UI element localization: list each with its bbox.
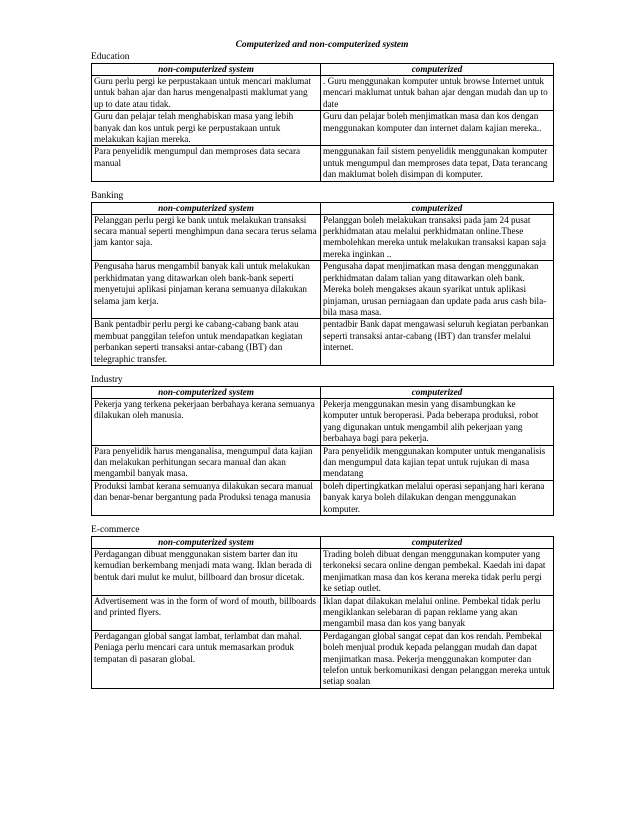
table-row xyxy=(92,480,554,515)
sections-container xyxy=(91,52,553,689)
header-non-computerized: non-computerized system xyxy=(92,386,321,398)
cell-non-computerized: Pengusaha harus mengambil banyak kali untuk melakukan perkhidmatan yang ditawarkan oleh bank-bank seperti menyetujui aplikasi pinjaman kerana semuanya dilakukan selama jam kerja. xyxy=(92,261,321,319)
comparison-table xyxy=(91,536,554,689)
comparison-table xyxy=(91,63,554,182)
header-non-computerized: non-computerized system xyxy=(92,202,321,214)
section-label: Education xyxy=(91,52,130,62)
cell-computerized: boleh dipertingkatkan melalui operasi sepanjang hari kerana banyak karya boleh dilakukan dengan menggunakan komputer. xyxy=(321,480,554,515)
cell-computerized: Para penyelidik menggunakan komputer untuk menganalisis dan mengumpul data kajian tepat untuk rujukan di masa mendatang xyxy=(321,445,554,480)
cell-computerized: pentadbir Bank dapat mengawasi seluruh kegiatan perbankan seperti transaksi antar-cabang (IBT) dan transfer melalui internet. xyxy=(321,319,554,366)
table-header-row xyxy=(92,202,554,214)
table-row xyxy=(92,595,554,630)
section-e-commerce xyxy=(91,525,553,689)
section-education xyxy=(91,52,553,182)
header-non-computerized: non-computerized system xyxy=(92,64,321,76)
cell-computerized: menggunakan fail sistem penyelidik menggunakan komputer untuk mengumpul dan memproses data tepat, Data terancang dan maklumat boleh disimpan di komputer. xyxy=(321,146,554,181)
header-computerized: computerized xyxy=(321,64,554,76)
cell-computerized: . Guru menggunakan komputer untuk browse Internet untuk mencari maklumat untuk bahan ajar dengan mudah dan up to date xyxy=(321,76,554,111)
document xyxy=(91,40,553,698)
cell-non-computerized: Guru perlu pergi ke perpustakaan untuk mencari maklumat untuk bahan ajar dan harus mengenalpasti maklumat yang up to date atau tidak. xyxy=(92,76,321,111)
table-row xyxy=(92,319,554,366)
section-banking xyxy=(91,191,553,366)
section-label: E-commerce xyxy=(91,525,140,535)
comparison-table xyxy=(91,386,554,516)
document-title: Computerized and non-computerized system xyxy=(235,40,409,50)
table-row xyxy=(92,630,554,688)
section-label: Banking xyxy=(91,190,124,201)
cell-computerized: Iklan dapat dilakukan melalui online. Pembekal tidak perlu mengiklankan selebaran di papan reklame yang akan mengambil masa dan kos yang banyak xyxy=(321,595,554,630)
table-row xyxy=(92,214,554,261)
table-header-row xyxy=(92,386,554,398)
table-row xyxy=(92,111,554,146)
header-computerized: computerized xyxy=(321,386,554,398)
table-header-row xyxy=(92,537,554,549)
cell-computerized: Guru dan pelajar boleh menjimatkan masa dan kos dengan menggunakan komputer dan internet dalam kajian mereka.. xyxy=(321,111,554,146)
table-row xyxy=(92,398,554,445)
cell-computerized: Pengusaha dapat menjimatkan masa dengan menggunakan perkhidmatan dalam talian yang ditawarkan oleh bank. Mereka boleh mengakses akaun syarikat untuk aplikasi pinjaman, urusan perniagaan dan update pada arus cash bila-bila masa masa. xyxy=(321,261,554,319)
header-computerized: computerized xyxy=(321,537,554,549)
table-row xyxy=(92,549,554,596)
section-label: Industry xyxy=(91,374,123,385)
cell-non-computerized: Perdagangan dibuat menggunakan sistem barter dan itu kemudian berkembang menjadi mata wang. Iklan berada di bentuk dari mulut ke mulut, billboard dan brosur dicetak. xyxy=(92,549,321,596)
cell-non-computerized: Bank pentadbir perlu pergi ke cabang-cabang bank atau membuat panggilan telefon untuk mendapatkan kegiatan perbankan seperti transaksi antar-cabang (IBT) dan telegraphic transfer. xyxy=(92,319,321,366)
header-computerized: computerized xyxy=(321,202,554,214)
cell-non-computerized: Guru dan pelajar telah menghabiskan masa yang lebih banyak dan kos untuk pergi ke perpustakaan untuk melakukan kajian mereka. xyxy=(92,111,321,146)
table-header-row xyxy=(92,64,554,76)
table-row xyxy=(92,445,554,480)
table-row xyxy=(92,76,554,111)
cell-computerized: Perdagangan global sangat cepat dan kos rendah. Pembekal boleh menjual produk kepada pelanggan mudah dan dapat menjimatkan masa. Pekerja menggunakan komputer dan telefon untuk berkomunikasi dengan pelanggan mereka untuk setiap soalan xyxy=(321,630,554,688)
cell-non-computerized: Para penyelidik mengumpul dan memproses data secara manual xyxy=(92,146,321,181)
cell-computerized: Pelanggan boleh melakukan transaksi pada jam 24 pusat perkhidmatan atau melalui perkhidmatan online.These membolehkan mereka untuk melakukan transaksi kapan saja mereka inginkan .. xyxy=(321,214,554,261)
cell-non-computerized: Advertisement was in the form of word of mouth, billboards and printed flyers. xyxy=(92,595,321,630)
table-row xyxy=(92,146,554,181)
cell-non-computerized: Pelanggan perlu pergi ke bank untuk melakukan transaksi secara manual seperti menghimpun dana secara terus selama jam kantor saja. xyxy=(92,214,321,261)
cell-computerized: Trading boleh dibuat dengan menggunakan komputer yang terkoneksi secara online dengan pembekal. Kaedah ini dapat menjimatkan masa dan kos kerana mereka tidak perlu pergi ke setiap outlet. xyxy=(321,549,554,596)
table-row xyxy=(92,261,554,319)
comparison-table xyxy=(91,202,554,366)
cell-non-computerized: Perdagangan global sangat lambat, terlambat dan mahal. Peniaga perlu mencari cara untuk memasarkan produk tempatan di pasaran global. xyxy=(92,630,321,688)
section-industry xyxy=(91,375,553,516)
cell-non-computerized: Pekerja yang terkena pekerjaan berbahaya kerana semuanya dilakukan oleh manusia. xyxy=(92,398,321,445)
cell-computerized: Pekerja menggunakan mesin yang disambungkan ke komputer untuk beroperasi. Pada beberapa produksi, robot yang digunakan untuk mengambil alih pekerjaan yang berbahaya bagi para pekerja. xyxy=(321,398,554,445)
cell-non-computerized: Para penyelidik harus menganalisa, mengumpul data kajian dan melakukan perhitungan secara manual dan akan mengambil banyak masa. xyxy=(92,445,321,480)
cell-non-computerized: Produksi lambat kerana semuanya dilakukan secara manual dan benar-benar bergantung pada Produksi tenaga manusia xyxy=(92,480,321,515)
header-non-computerized: non-computerized system xyxy=(92,537,321,549)
